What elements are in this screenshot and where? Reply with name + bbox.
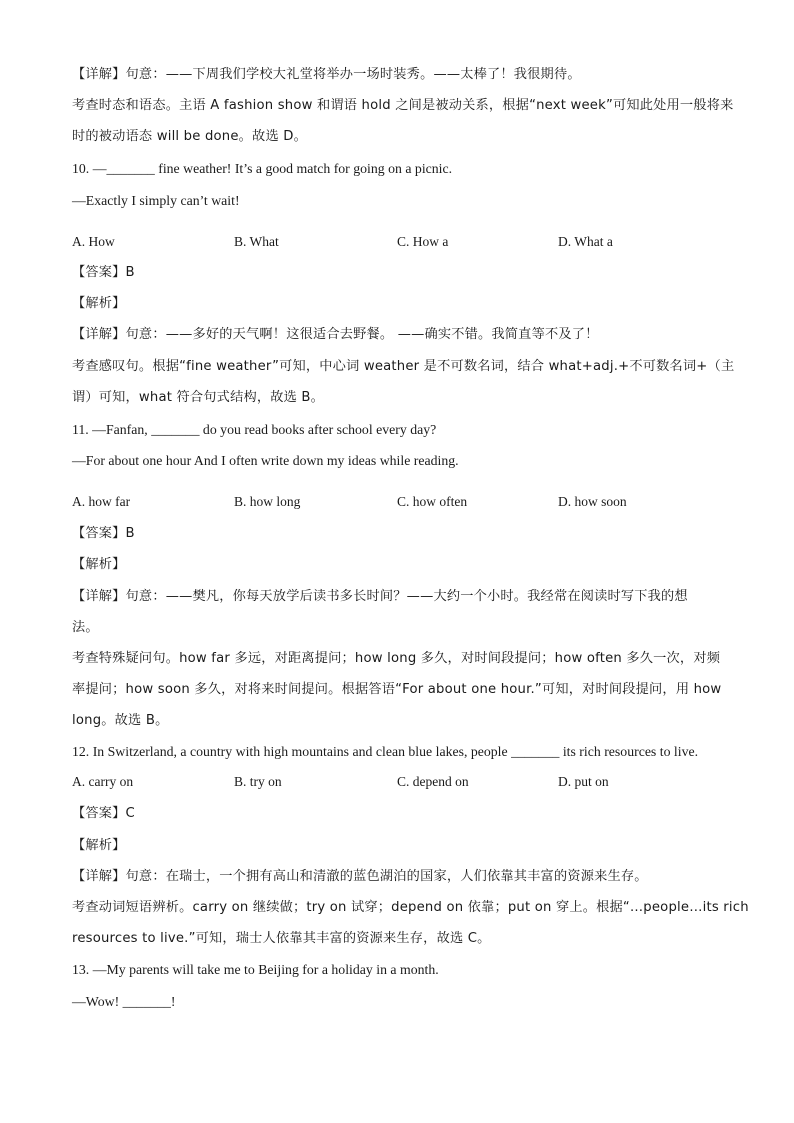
- q11-explanation-line: 法。: [72, 620, 99, 635]
- q11-explanation-line: 考查特殊疑问句。how far 多远，对距离提问；how long 多久，对时间段提问；how often 多久一次，对频: [72, 651, 721, 666]
- q12-option-c: C. depend on: [397, 774, 469, 789]
- q12-answer: 【答案】C: [72, 806, 135, 821]
- q10-option-c: C. How a: [397, 234, 449, 249]
- q9-explanation-line: 时的被动语态 will be done。故选 D。: [72, 129, 307, 144]
- q11-option-b: B. how long: [234, 494, 301, 509]
- q11-option-a: A. how far: [72, 494, 131, 509]
- q11-answer: 【答案】B: [72, 526, 135, 541]
- q12-option-a: A. carry on: [72, 774, 134, 789]
- q10-response: —Exactly I simply can’t wait!: [72, 193, 240, 208]
- q12-explanation-line: resources to live.”可知，瑞士人依靠其丰富的资源来生存，故选 C。: [72, 931, 491, 946]
- q11-explanation-line: long。故选 B。: [72, 713, 169, 728]
- q10-analysis-heading: 【解析】: [72, 296, 126, 311]
- q11-explanation-detail: 【详解】句意：——樊凡，你每天放学后读书多长时间？——大约一个小时。我经常在阅读时写下我的想: [72, 589, 688, 604]
- q9-explanation-line: 考查时态和语态。主语 A fashion show 和谓语 hold 之间是被动关系，根据“next week”可知此处用一般将来: [72, 98, 734, 113]
- q11-analysis-heading: 【解析】: [72, 557, 126, 572]
- q10-option-a: A. How: [72, 234, 115, 249]
- q11-response: —For about one hour And I often write down my ideas while reading.: [72, 453, 459, 468]
- q10-explanation-detail: 【详解】句意：——多好的天气啊！这很适合去野餐。 ——确实不错。我简直等不及了！: [72, 327, 599, 342]
- q10-options: [72, 234, 732, 252]
- q12-question: 12. In Switzerland, a country with high mountains and clean blue lakes, people _______ its rich resources to live.: [72, 744, 699, 759]
- q11-options: [72, 494, 732, 512]
- q10-explanation-line: 谓）可知，what 符合句式结构，故选 B。: [72, 390, 325, 405]
- q12-analysis-heading: 【解析】: [72, 838, 126, 853]
- q12-option-b: B. try on: [234, 774, 282, 789]
- q11-explanation-line: 率提问；how soon 多久，对将来时间提问。根据答语“For about one hour.”可知，对时间段提问，用 how: [72, 682, 722, 697]
- q13-question: 13. —My parents will take me to Beijing for a holiday in a month.: [72, 962, 439, 977]
- q12-explanation-detail: 【详解】句意：在瑞士，一个拥有高山和清澈的蓝色湖泊的国家，人们依靠其丰富的资源来生存。: [72, 869, 648, 884]
- q12-explanation-line: 考查动词短语辨析。carry on 继续做；try on 试穿；depend on 依靠；put on 穿上。根据“…people…its rich: [72, 900, 749, 915]
- q11-question: 11. —Fanfan, _______ do you read books after school every day?: [72, 422, 437, 437]
- q10-option-d: D. What a: [558, 234, 613, 249]
- q13-response: —Wow! _______!: [72, 994, 176, 1009]
- q11-option-c: C. how often: [397, 494, 468, 509]
- q11-option-d: D. how soon: [558, 494, 627, 509]
- q10-explanation-line: 考查感叹句。根据“fine weather”可知，中心词 weather 是不可数名词，结合 what+adj.+不可数名词+（主: [72, 359, 735, 374]
- q10-question: 10. —_______ fine weather! It’s a good match for going on a picnic.: [72, 161, 453, 176]
- q12-option-d: D. put on: [558, 774, 609, 789]
- q10-option-b: B. What: [234, 234, 279, 249]
- q12-options: [72, 774, 732, 792]
- q10-answer: 【答案】B: [72, 265, 135, 280]
- q9-explanation-detail: 【详解】句意：——下周我们学校大礼堂将举办一场时装秀。——太棒了！我很期待。: [72, 67, 581, 82]
